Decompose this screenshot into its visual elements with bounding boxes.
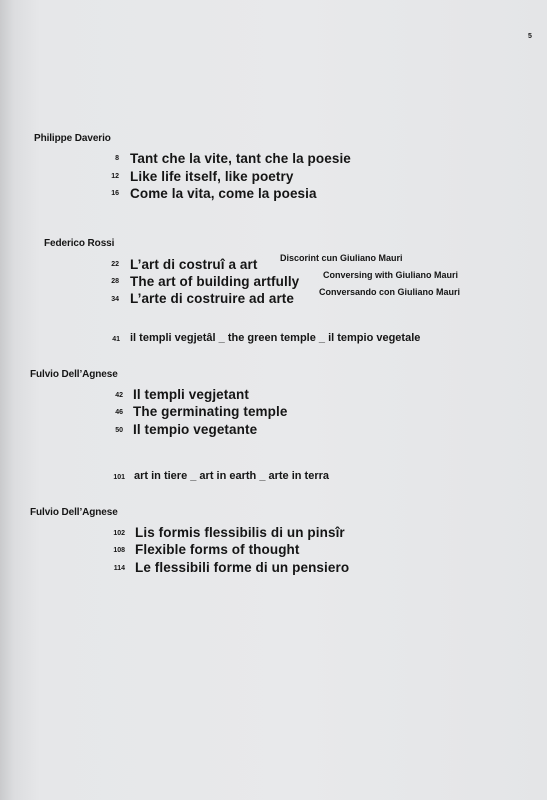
toc-entry-title: The art of building artfully [130,274,300,289]
toc-entry-title: Like life itself, like poetry [130,169,294,184]
toc-page-number: 46 [115,409,123,416]
toc-page-number: 22 [111,261,119,268]
toc-entry-title: Il tempio vegetante [133,422,258,437]
toc-entry-title: Lis formis flessibilis di un pinsîr [135,525,345,540]
toc-page-number: 34 [111,296,119,303]
toc-page-number: 16 [111,190,119,197]
toc-entry-subtitle: Conversing with Giuliano Mauri [323,270,459,280]
toc-page-number: 102 [113,530,125,537]
toc-entry-subtitle: Discorint cun Giuliano Mauri [280,253,403,263]
toc-page-number: 41 [112,336,120,343]
section-title: il templi vegjetâl _ the green temple _ il tempio vegetale [130,332,421,344]
toc-page-number: 101 [113,474,125,481]
author-name: Philippe Daverio [34,133,111,144]
toc-page-number: 108 [113,547,125,554]
section-title: art in tiere _ art in earth _ arte in terra [134,470,330,482]
toc-page-number: 12 [111,173,119,180]
toc-entry-title: Come la vita, come la poesia [130,186,317,201]
author-name: Fulvio Dell’Agnese [30,369,118,380]
toc-page-number: 8 [115,155,119,162]
author-name: Fulvio Dell’Agnese [30,507,118,518]
author-name: Federico Rossi [44,238,115,249]
toc-entry-title: L’art di costruî a art [130,257,258,272]
toc-entry-title: L’arte di costruire ad arte [130,291,295,306]
toc-entry-title: The germinating temple [133,404,288,419]
toc-entry-title: Il templi vegjetant [133,387,249,402]
page-number: 5 [528,33,532,40]
toc-entry-title: Flexible forms of thought [135,542,300,557]
toc-page-number: 28 [111,278,119,285]
toc-entry-title: Le flessibili forme di un pensiero [135,560,350,575]
toc-page-number: 50 [115,427,123,434]
toc-entry-title: Tant che la vite, tant che la poesie [130,151,351,166]
toc-entry-subtitle: Conversando con Giuliano Mauri [319,287,461,297]
toc-page-number: 114 [113,565,125,572]
toc-page-number: 42 [115,392,123,399]
